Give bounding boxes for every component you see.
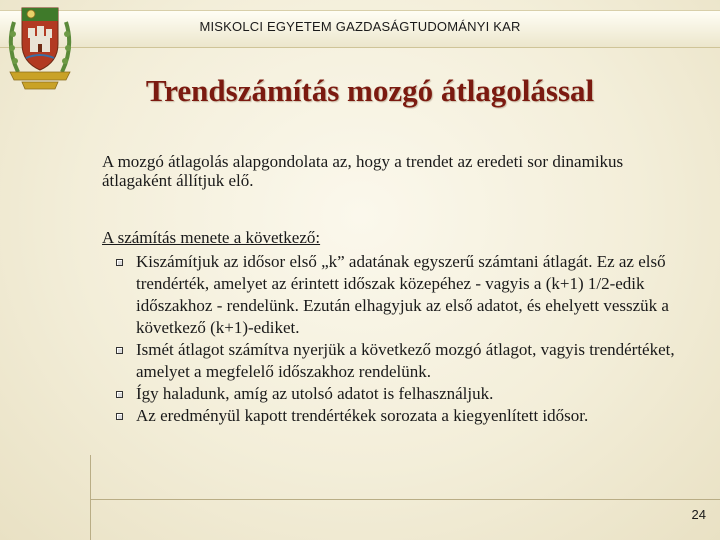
- square-bullet-icon: [116, 413, 123, 420]
- slide-title: Trendszámítás mozgó átlagolással: [145, 73, 595, 108]
- institution-name: MISKOLCI EGYETEM GAZDASÁGTUDOMÁNYI KAR: [199, 19, 521, 34]
- frame-line-vertical: [90, 455, 91, 540]
- list-item-text: Ismét átlagot számítva nyerjük a következő mozgó átlagot, vagyis trendértéket, amelyet a megfelelő időszakhoz rendelünk.: [136, 340, 675, 381]
- university-crest-icon: [4, 2, 76, 92]
- steps-heading: A számítás menete a következő:: [102, 228, 321, 247]
- list-item: [114, 405, 704, 427]
- list-item-text: Így haladunk, amíg az utolsó adatot is felhasználjuk.: [136, 384, 494, 403]
- frame-line-horizontal: [90, 499, 720, 500]
- list-item: [114, 339, 704, 383]
- list-item-text: Kiszámítjuk az idősor első „k” adatának egyszerű számtani átlagát. Ez az első trendérték, amelyet az érintett időszak közepéhez - vagyis a (k+1) 1/2-edik időszakhoz - rendelünk. Ezután elhagyjuk az első adatot, és ehelyett vesszük a következő (k+1)-ediket.: [136, 252, 669, 337]
- square-bullet-icon: [116, 391, 123, 398]
- intro-paragraph: A mozgó átlagolás alapgondolata az, hogy a trendet az eredeti sor dinamikus átlagaként állítjuk elő.: [102, 152, 624, 190]
- list-item: [114, 383, 704, 405]
- steps-list: [114, 251, 704, 427]
- list-item-text: Az eredményül kapott trendértékek sorozata a kiegyenlített idősor.: [136, 406, 589, 425]
- square-bullet-icon: [116, 347, 123, 354]
- square-bullet-icon: [116, 259, 123, 266]
- list-item: [114, 251, 704, 339]
- page-number: 24: [691, 507, 706, 522]
